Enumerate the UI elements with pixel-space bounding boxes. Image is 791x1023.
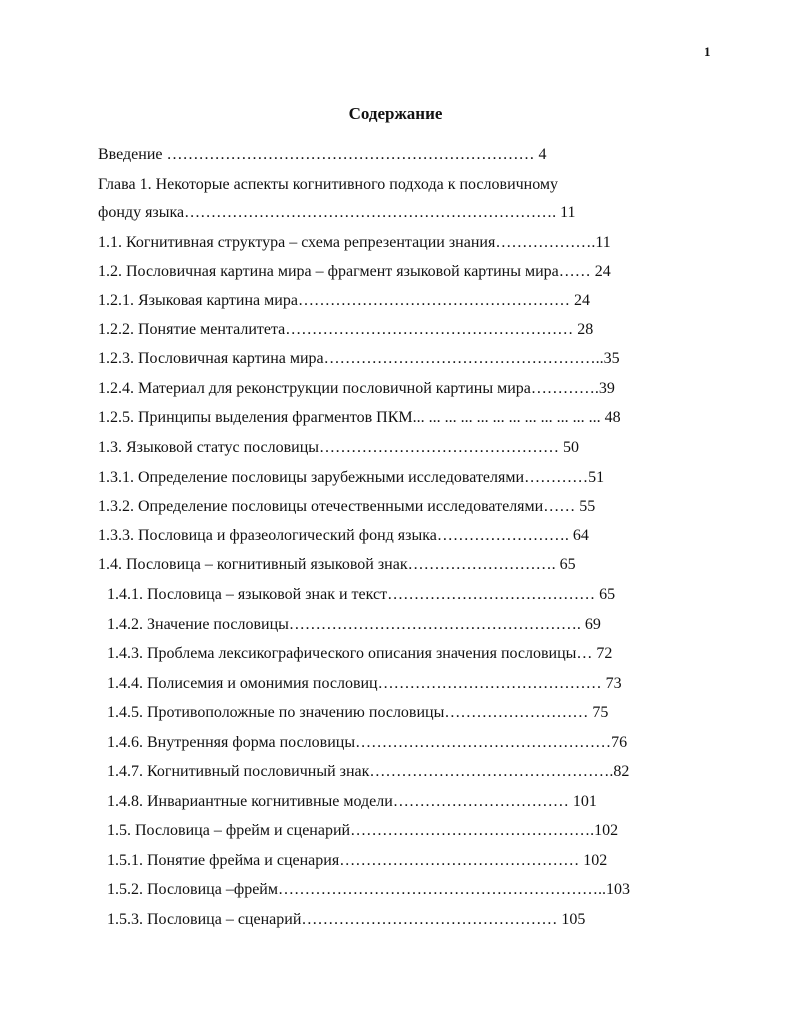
toc-line: 1.3. Языковой статус пословицы……………………………………… 50 <box>98 439 580 456</box>
toc-line: 1.3.2. Определение пословицы отечественными исследователями…… 55 <box>98 498 596 515</box>
page-title: Содержание <box>348 104 443 123</box>
toc-line: 1.3.1. Определение пословицы зарубежными исследователями…………51 <box>98 469 605 486</box>
toc-line: 1.2.5. Принципы выделения фрагментов ПКМ... ... ... ... ... ... ... ... ... ... ... ... 48 <box>98 409 621 426</box>
toc-line: 1.2.3. Пословичная картина мира……………………………………………..35 <box>98 350 620 367</box>
toc-line: 1.1. Когнитивная структура – схема репрезентации знания……………….11 <box>98 234 611 251</box>
toc-line: 1.2. Пословичная картина мира – фрагмент языковой картины мира…… 24 <box>98 263 611 280</box>
toc-line: фонду языка……………………………………………………………. 11 <box>98 204 576 221</box>
toc-line: 1.3.3. Пословица и фразеологический фонд языка……………………. 64 <box>98 527 589 544</box>
toc-line: 1.4.2. Значение пословицы………………………………………………. 69 <box>107 616 601 633</box>
toc-line: 1.4.6. Внутренняя форма пословицы…………………………………………76 <box>107 734 628 751</box>
toc-line: Глава 1. Некоторые аспекты когнитивного подхода к пословичному <box>98 176 559 193</box>
toc-line: 1.4. Пословица – когнитивный языковой знак………………………. 65 <box>98 556 576 573</box>
page-number: 1 <box>704 44 711 59</box>
toc-line: 1.5.1. Понятие фрейма и сценария……………………………………… 102 <box>107 852 608 869</box>
toc-line: 1.5.3. Пословица – сценарий………………………………………… 105 <box>107 911 586 928</box>
toc-line: 1.4.3. Проблема лексикографического описания значения пословицы… 72 <box>107 645 613 662</box>
toc-line: 1.5.2. Пословица –фрейм……………………………………………………..103 <box>107 881 630 898</box>
toc-line: 1.2.4. Материал для реконструкции пословичной картины мира………….39 <box>98 380 615 397</box>
toc-line: Введение …………………………………………………………… 4 <box>98 146 547 163</box>
toc-line: 1.2.2. Понятие менталитета……………………………………………… 28 <box>98 321 594 338</box>
toc-line: 1.4.7. Когнитивный пословичный знак……………………………………….82 <box>107 763 630 780</box>
toc-line: 1.4.8. Инвариантные когнитивные модели…………………………… 101 <box>107 793 597 810</box>
toc-line: 1.2.1. Языковая картина мира…………………………………………… 24 <box>98 292 590 309</box>
toc-line: 1.4.4. Полисемия и омонимия пословиц…………………………………… 73 <box>107 675 622 692</box>
toc-line: 1.5. Пословица – фрейм и сценарий……………………………………….102 <box>107 822 619 839</box>
toc-line: 1.4.1. Пословица – языковой знак и текст………………………………… 65 <box>107 586 616 603</box>
toc-line: 1.4.5. Противоположные по значению пословицы……………………… 75 <box>107 704 609 721</box>
